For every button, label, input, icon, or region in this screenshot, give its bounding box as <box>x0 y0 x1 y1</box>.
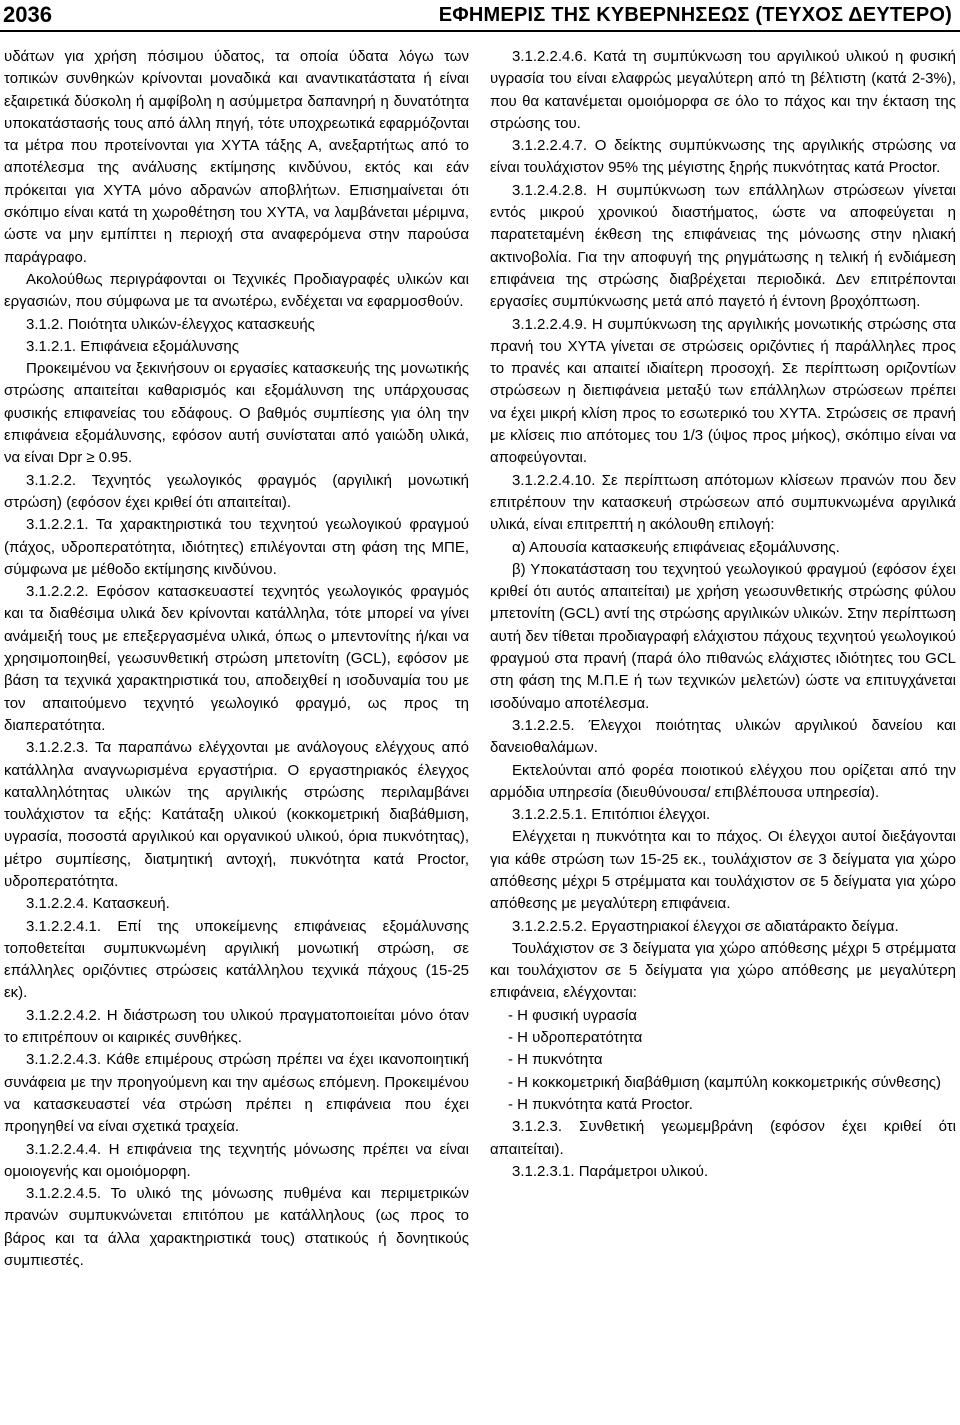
paragraph: 3.1.2.2.4.9. Η συμπύκνωση της αργιλικής μονωτικής στρώσης στα πρανή του ΧΥΤΑ γίνεται σε στρώσεις οριζόντιες ή παράλληλες προς το πρανές και απαιτεί ιδιαίτερη προσοχή. Σε περίπτωση οριζοντίων στρώσεων η διεπιφάνεια μεταξύ των επάλληλων στρώσεων πρέπει να έχει μικρή κλίση προς το εσωτερικό του ΧΥΤΑ. Στρώσεις σε πρανή με κλίσεις πιο απότομες του 1/3 (ύψος προς μήκος), σκόπιμο είναι να αποφεύγονται. <box>490 315 956 467</box>
page-number: 2036 <box>3 2 52 27</box>
right-column <box>490 46 956 1183</box>
paragraph: 3.1.2. Ποιότητα υλικών-έλεγχος κατασκευής <box>26 315 315 333</box>
paragraph: 3.1.2.2.1. Τα χαρακτηριστικά του τεχνητού γεωλογικού φραγμού (πάχος, υδροπερατότητα, ιδιότητες) επιλέγονται στη φάση της ΜΠΕ, σύμφωνα με μέθοδο εκτίμησης κινδύνου. <box>4 516 469 578</box>
paragraph: 3.1.2.2.5.1. Επιτόπιοι έλεγχοι. <box>512 806 711 824</box>
paragraph: 3.1.2.1. Επιφάνεια εξομάλυνσης <box>26 337 239 355</box>
paragraph: - Η κοκκομετρική διαβάθμιση (καμπύλη κοκκομετρικής σύνθεσης) <box>508 1073 942 1091</box>
paragraph: 3.1.2.2.2. Εφόσον κατασκευαστεί τεχνητός γεωλογικός φραγμός και τα διαθέσιμα υλικά δεν κρίνονται κατάλληλα, τότε μπορεί να γίνει ανάμειξή τους με επεξεργασμένα υλικά, όπως ο μπεντονίτης ή/και να χρησιμοποιηθεί, γεωσυνθετική στρώση μπετονίτη (GCL), εφόσον με βάση τα τεχνικά χαρακτηριστικά του, αποδειχθεί η ισοδυναμία του με τον απαιτούμενο τεχνητό γεωλογικό φραγμό, ως προς τη διαπερατότητα. <box>4 583 469 734</box>
paragraph: Ελέγχεται η πυκνότητα και το πάχος. Οι έλεγχοι αυτοί διεξάγονται για κάθε στρώση των 15-25 εκ., τουλάχιστον σε 3 δείγματα για χώρο απόθεσης μέχρι 5 στρέμματα και τουλάχιστον σε 5 δείγματα για χώρο απόθεσης με μεγαλύτερη επιφάνεια. <box>490 828 956 913</box>
paragraph: 3.1.2.2.4. Κατασκευή. <box>26 895 170 913</box>
paragraph: - Η πυκνότητα κατά Proctor. <box>508 1095 693 1113</box>
page-header <box>0 0 960 30</box>
paragraph: α) Απουσία κατασκευής επιφάνειας εξομάλυνσης. <box>512 538 840 556</box>
paragraph: - Η υδροπερατότητα <box>508 1029 643 1047</box>
paragraph: 3.1.2.2. Τεχνητός γεωλογικός φραγμός (αργιλική μονωτική στρώση) (εφόσον έχει κριθεί ότι απαιτείται). <box>4 471 469 511</box>
paragraph: 3.1.2.2.3. Τα παραπάνω ελέγχονται με ανάλογους ελέγχους από κατάλληλα αναγνωρισμένα εργαστήρια. Ο εργαστηριακός έλεγχος καταλληλότητας υλικών της αργιλικής στρώσης περιλαμβάνει τουλάχιστον τα εξής: Κατάταξη υλικού (κοκκομετρική διαβάθμιση, υγρασία, ποσοστά αργιλικού και οργανικού υλικού, όρια πυκνότητας), μέτρο συμπίεσης, διατμητική αντοχή, πυκνότητα κατά Proctor, υδροπερατότητα. <box>4 739 469 890</box>
paragraph: 3.1.2.2.4.4. Η επιφάνεια της τεχνητής μόνωσης πρέπει να είναι ομοιογενής και ομοιόμορφη. <box>4 1140 469 1180</box>
paragraph: 3.1.2.2.4.1. Επί της υποκείμενης επιφάνειας εξομάλυνσης τοποθετείται συμπυκνωμένη αργιλική μονωτική στρώση, σε επάλληλες οριζόντιες στρώσεις κατάλληλου τεχνικά πάχους (15-25 εκ). <box>4 917 469 1002</box>
paragraph: Τουλάχιστον σε 3 δείγματα για χώρο απόθεσης μέχρι 5 στρέμματα και τουλάχιστον σε 5 δείγματα για χώρο απόθεσης με μεγαλύτερη επιφάνεια, ελέγχονται: <box>490 939 956 1002</box>
paragraph: Προκειμένου να ξεκινήσουν οι εργασίες κατασκευής της μονωτικής στρώσης απαιτείται καθαρισμός και εξομάλυνση της υπάρχουσας φυσικής επιφανείας του εδάφους. Ο βαθμός συμπίεσης για όλη την επιφάνεια εξομάλυνσης, εφόσον αυτή συνίσταται από γαιώδη υλικά, να είναι Dpr ≥ 0.95. <box>4 360 469 467</box>
paragraph: 3.1.2.4.2.8. Η συμπύκνωση των επάλληλων στρώσεων γίνεται εντός μικρού χρονικού διαστήματος, ώστε να αποφεύγεται η παρατεταμένη έκθεση της επιφάνειας της μόνωσης στην ηλιακή ακτινοβολία. Για την αποφυγή της ρηγμάτωσης η τελική ή ενδιάμεση επιφάνεια της στρώσης διαβρέχεται περιοδικά. Δεν επιτρέπονται εργασίες συμπύκνωσης μετά από παγετό ή έντονη βροχόπτωση. <box>490 181 956 311</box>
paragraph: 3.1.2.2.4.6. Κατά τη συμπύκνωση του αργιλικού υλικού η φυσική υγρασία του είναι ελαφρώς μεγαλύτερη από τη βέλτιστη (κατά 2-3%), που θα κατανέμεται ομοιόμορφα σε όλο το πάχος και την έκταση της στρώσης του. <box>490 48 956 132</box>
left-column <box>4 46 469 1272</box>
paragraph: 3.1.2.2.4.3. Κάθε επιμέρους στρώση πρέπει να έχει ικανοποιητική συνάφεια με την προηγούμενη και την αμέσως επόμενη. Προκειμένου να κατασκευαστεί νέα στρώση πρέπει η επιφάνεια που έχει προηγηθεί να είναι σχετικά τραχεία. <box>4 1051 469 1136</box>
paragraph: 3.1.2.2.4.2. Η διάστρωση του υλικού πραγματοποιείται μόνο όταν το επιτρέπουν οι καιρικές συνθήκες. <box>4 1006 469 1047</box>
paragraph: 3.1.2.3.1. Παράμετροι υλικού. <box>512 1162 709 1180</box>
paragraph: 3.1.2.3. Συνθετική γεωμεμβράνη (εφόσον έχει κριθεί ότι απαιτείται). <box>490 1118 956 1158</box>
paragraph: 3.1.2.2.5.2. Εργαστηριακοί έλεγχοι σε αδιατάρακτο δείγμα. <box>512 917 899 935</box>
paragraph: Εκτελούνται από φορέα ποιοτικού ελέγχου που ορίζεται από την αρμόδια υπηρεσία (διευθύνουσα/ επιβλέπουσα υπηρεσία). <box>490 761 956 801</box>
paragraph: 3.1.2.2.4.7. Ο δείκτης συμπύκνωσης της αργιλικής στρώσης να είναι τουλάχιστον 95% της μέγιστης ξηρής πυκνότητας κατά Proctor. <box>490 137 956 177</box>
paragraph: Ακολούθως περιγράφονται οι Τεχνικές Προδιαγραφές υλικών και εργασιών, που σύμφωνα με τα ανωτέρω, ενδέχεται να εφαρμοσθούν. <box>4 270 469 311</box>
paragraph: 3.1.2.2.4.10. Σε περίπτωση απότομων κλίσεων πρανών που δεν επιτρέπουν την κατασκευή στρώσεων από συμπυκνωμένα αργιλικά υλικά, είναι επιτρεπτή η ακόλουθη επιλογή: <box>490 471 956 534</box>
header-rule <box>0 30 960 32</box>
paragraph: - Η πυκνότητα <box>508 1051 603 1069</box>
paragraph: υδάτων για χρήση πόσιμου ύδατος, τα οποία ύδατα λόγω των τοπικών συνθηκών κρίνονται μοναδικά και αναντικατάστατα ή είναι εξαιρετικά δύσκολη ή αμφίβολη η ασύμμετρα δαπανηρή η δυνατότητα υποκατάστασής τους από άλλη πηγή, τότε υποχρεωτικά εφαρμόζονται τα μέτρα που προτείνονται για ΧΥΤΑ τάξης Α, ανεξαρτήτως από το αποτέλεσμα της ανάλυσης εκτίμησης κινδύνου, εκτός και εάν πρόκειται για ΧΥΤΑ μόνο αδρανών αποβλήτων. Επισημαίνεται ότι σκόπιμο είναι κατά τη χωροθέτηση του ΧΥΤΑ, να λαμβάνεται μέριμνα, ώστε να μην εμπίπτει η περιοχή στα αναφερόμενα στην παρούσα παράγραφο. <box>4 48 469 266</box>
paragraph: - Η φυσική υγρασία <box>508 1006 637 1024</box>
paragraph: β) Υποκατάσταση του τεχνητού γεωλογικού φραγμού (εφόσον έχει κριθεί ότι αυτός απαιτείται) με χρήση γεωσυνθετικής στρώσης φύλου μπετονίτη (GCL) αντί της στρώσης αργιλικών υλικών. Στην περίπτωση αυτή δεν τίθεται προδιαγραφή ελάχιστου πάχους τεχνητού γεωλογικού φραγμού στα πρανή (παρά όλο πιθανώς ελάχιστες ιδιότητες του GCL στη φάση της Μ.Π.Ε ή των τεχνικών μελετών) ώστε να επιτυγχάνεται ισοδύναμο αποτέλεσμα. <box>490 560 956 712</box>
paragraph: 3.1.2.2.5. Έλεγχοι ποιότητας υλικών αργιλικού δανείου και δανειοθαλάμων. <box>490 716 956 757</box>
paragraph: 3.1.2.2.4.5. Το υλικό της μόνωσης πυθμένα και περιμετρικών πρανών συμπυκνώνεται επιτόπου με κατάλληλους (ως προς το βάρος και τα άλλα χαρακτηριστικά τους) στατικούς ή δονητικούς συμπιεστές. <box>4 1185 469 1270</box>
gazette-title: ΕΦΗΜΕΡΙΣ ΤΗΣ ΚΥΒΕΡΝΗΣΕΩΣ (ΤΕΥΧΟΣ ΔΕΥΤΕΡΟ) <box>438 4 952 26</box>
